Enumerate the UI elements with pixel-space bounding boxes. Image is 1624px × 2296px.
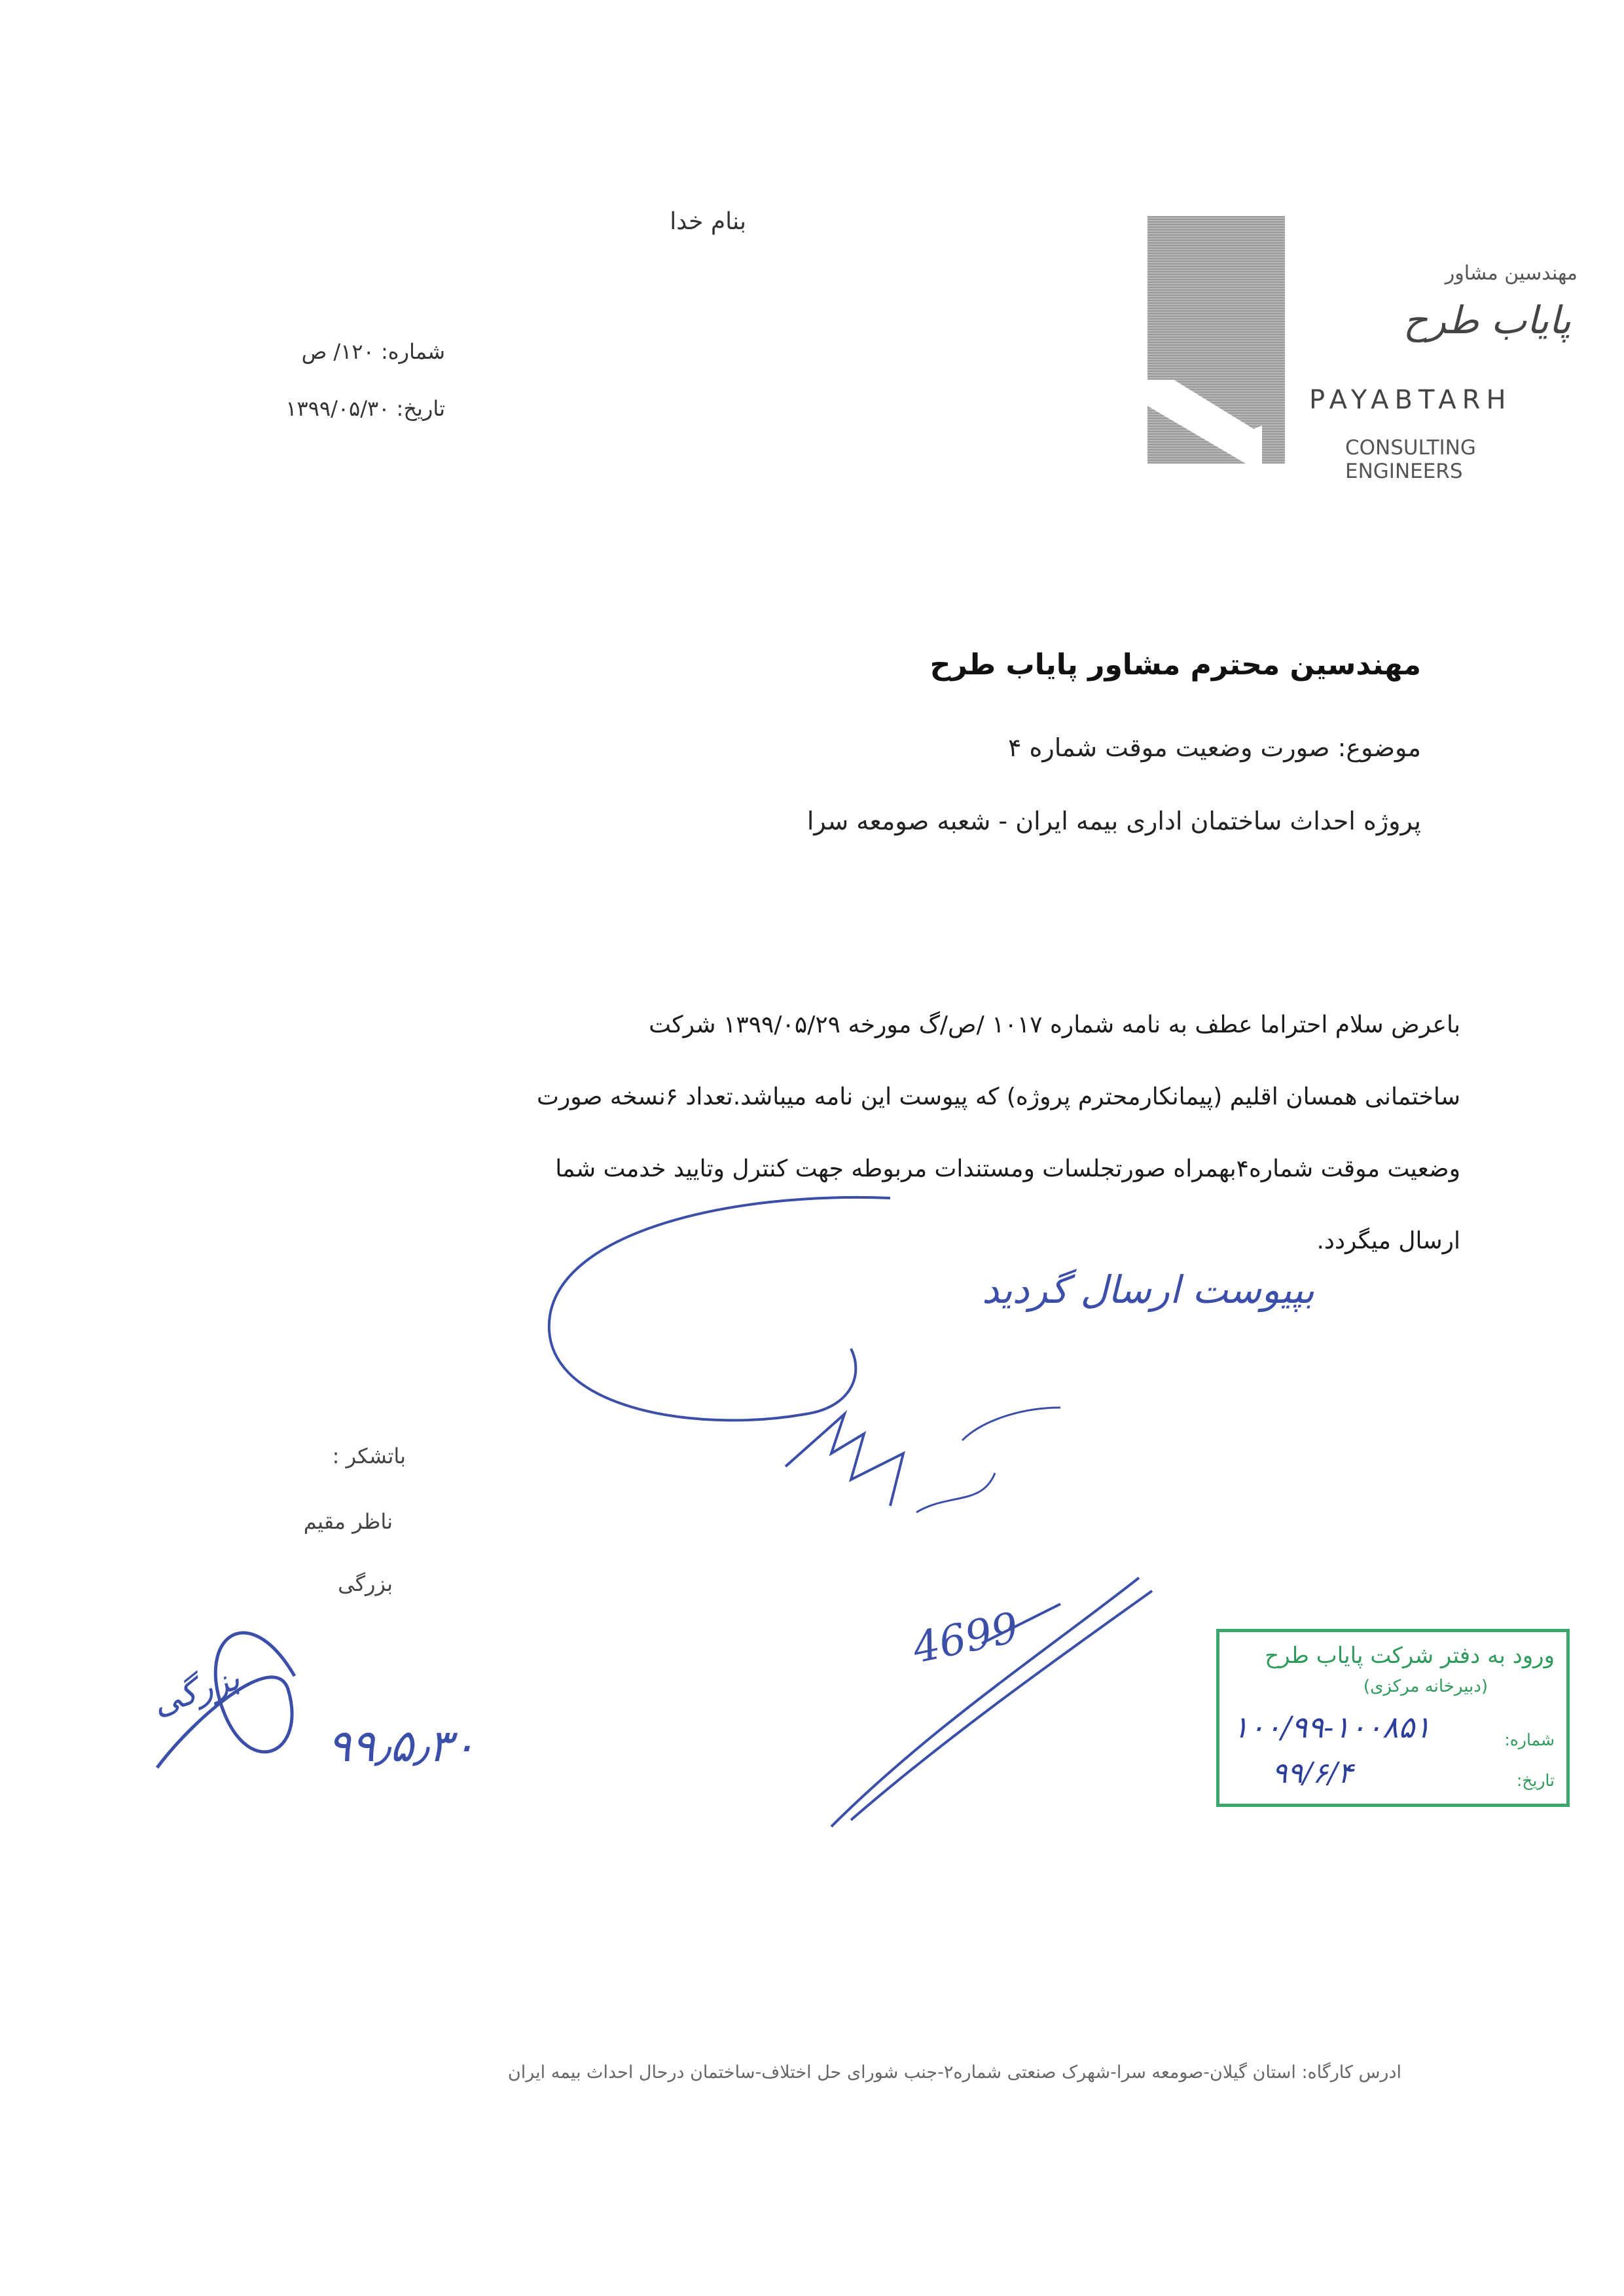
- body-line: وضعیت موقت شماره۴بهمراه صورتجلسات ومستندات مربوطه جهت کنترل وتایید خدمت شما: [555, 1156, 1460, 1182]
- logo-english-subtitle: CONSULTING ENGINEERS: [1345, 436, 1476, 483]
- handwritten-number: 4699: [908, 1603, 1023, 1673]
- stamp-date-label: تاریخ:: [1516, 1771, 1555, 1790]
- stamp-number-value: ۱۰۰/۹۹-۱۰۰۸۵۱: [1233, 1709, 1431, 1745]
- annotation-loop: [549, 1197, 890, 1420]
- signature-strokes: [785, 1414, 903, 1506]
- stamp-subtitle: (دبیرخانه مرکزی): [1363, 1677, 1488, 1696]
- letter-addressee: مهندسین محترم مشاور پایاب طرح: [929, 648, 1421, 682]
- logo-diagonal-icon: [1147, 216, 1285, 464]
- body-line: ارسال میگردد.: [1316, 1228, 1460, 1254]
- receipt-stamp: [1216, 1629, 1570, 1807]
- stamp-title: ورود به دفتر شرکت پایاب طرح: [1265, 1643, 1555, 1669]
- logo-persian-subtitle: مهندسین مشاور: [1445, 262, 1578, 285]
- letter-project: پروژه احداث ساختمان اداری بیمه ایران - شعبه صومعه سرا: [806, 807, 1421, 835]
- closing-thanks: باتشکر :: [332, 1444, 406, 1468]
- body-line: ساختمانی همسان اقلیم (پیمانکارمحترم پروژه) که پیوست این نامه میباشد.تعداد ۶نسخه صورت: [537, 1084, 1460, 1110]
- stamp-number-label: شماره:: [1504, 1730, 1555, 1749]
- signature-left: [157, 1633, 295, 1768]
- logo-english-name: PAYABTARH: [1309, 385, 1512, 415]
- closing-signer-name: بزرگی: [338, 1571, 393, 1596]
- body-line: باعرض سلام احتراما عطف به نامه شماره ۱۰۱۷ /ص/گ مورخه ۱۳۹۹/۰۵/۲۹ شرکت: [649, 1011, 1460, 1038]
- stamp-date-value: ۹۹/۶/۴: [1272, 1757, 1354, 1790]
- letter-date: تاریخ: ۱۳۹۹/۰۵/۳۰: [285, 396, 445, 421]
- letter-number: شماره: ۱۲۰/ ص: [301, 339, 445, 364]
- routing-strokes: [831, 1578, 1152, 1827]
- logo-persian-name: پایاب طرح: [1403, 298, 1571, 342]
- basmala-heading: بنام خدا: [670, 208, 746, 235]
- letter-subject: موضوع: صورت وضعیت موقت شماره ۴: [1007, 733, 1421, 762]
- handwritten-signature-name: بزرگی: [147, 1658, 245, 1724]
- company-logo-mark: [1147, 216, 1285, 464]
- handwritten-date: ۹۹٫۵٫۳۰: [327, 1721, 476, 1772]
- closing-title: ناظر مقیم: [303, 1509, 393, 1534]
- signature-flourish: [916, 1408, 1060, 1512]
- footer-address: ادرس کارگاه: استان گیلان-صومعه سرا-شهرک صنعتی شماره۲-جنب شورای حل اختلاف-ساختمان درحال احداث بیمه ایران: [507, 2062, 1401, 2083]
- handwritten-note: بپیوست ارسال گردید: [982, 1267, 1315, 1312]
